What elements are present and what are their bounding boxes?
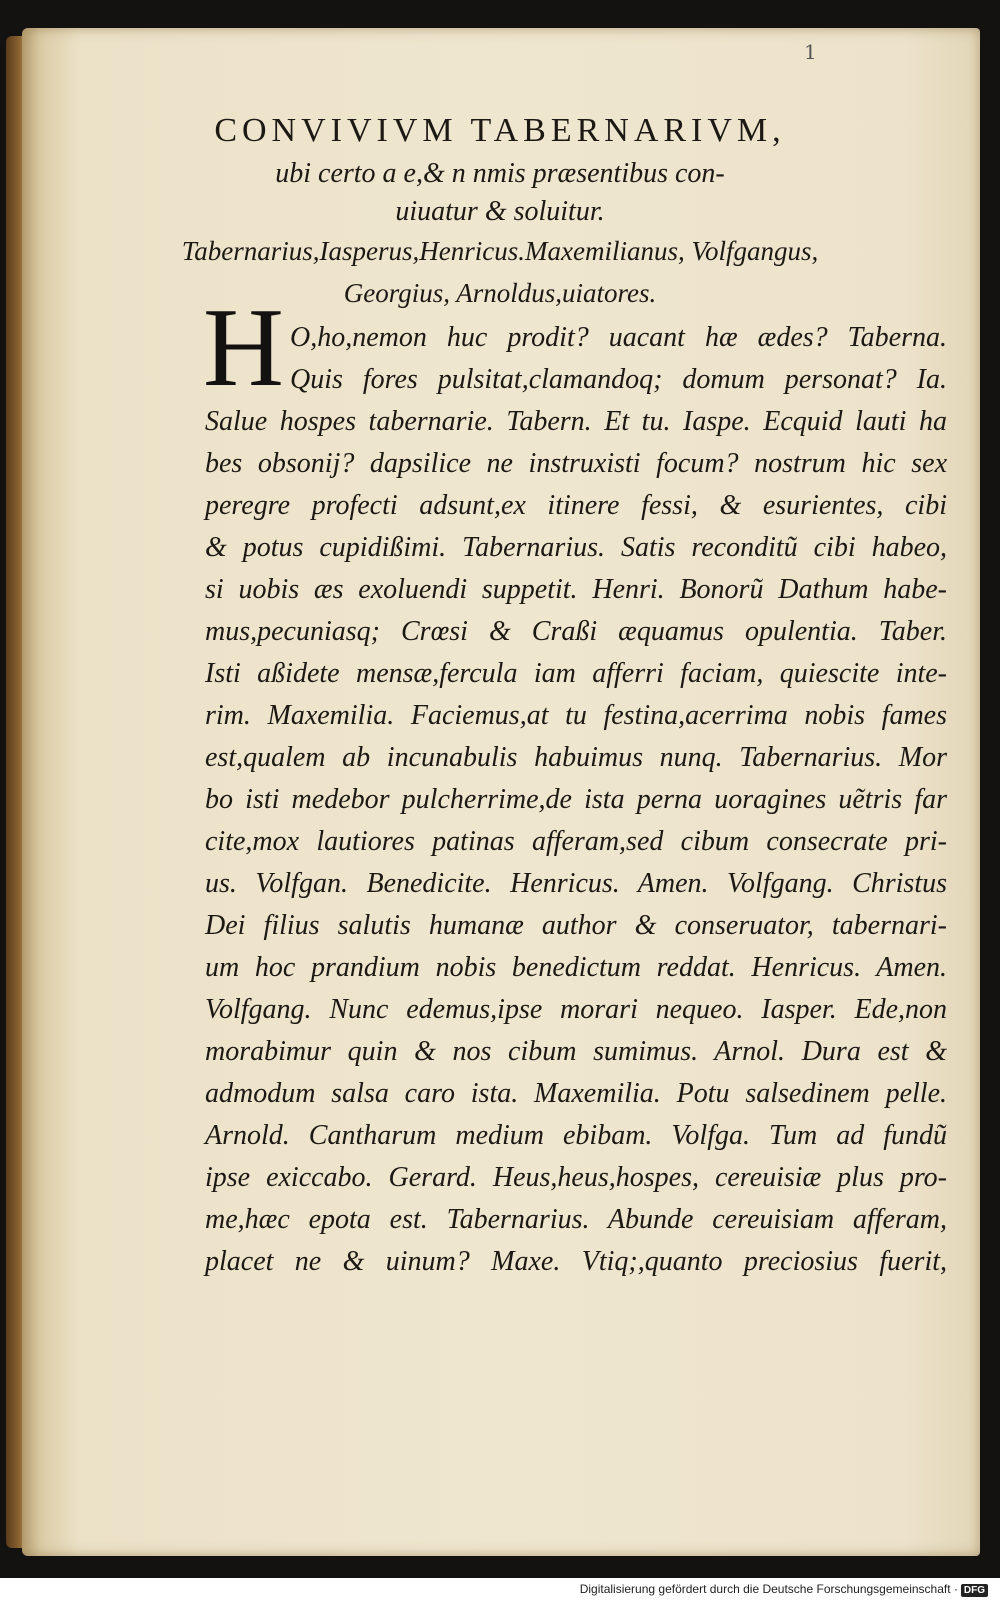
subtitle-line: ubi certo a e,& n nmis præsentibus con-: [275, 158, 725, 189]
dfg-logo: DFG: [961, 1584, 988, 1597]
body-line: cite,mox lautiores patinas afferam,sed cibum consecrate pri-: [205, 826, 947, 857]
body-line: est,qualem ab incunabulis habuimus nunq. Tabernarius. Mor: [205, 742, 947, 773]
body-line: Isti aßidete mensæ,fercula iam afferri faciam, quiescite inte-: [205, 658, 947, 689]
body-line: bes obsonij? dapsilice ne instruxisti focum? nostrum hic sex: [205, 448, 947, 479]
body-line: peregre profecti adsunt,ex itinere fessi, & esurientes, cibi: [205, 490, 947, 521]
body-line: morabimur quin & nos cibum sumimus. Arnol. Dura est &: [205, 1036, 947, 1067]
body-line: admodum salsa caro ista. Maxemilia. Potu salsedinem pelle.: [205, 1078, 947, 1109]
page-number: 1: [804, 40, 817, 64]
body-line: Salue hospes tabernarie. Tabern. Et tu. Iaspe. Ecquid lauti ha: [205, 406, 947, 437]
body-line: Dei filius salutis humanæ author & conseruator, tabernari-: [205, 910, 947, 941]
body-line: me,hæc epota est. Tabernarius. Abunde cereuisiam afferam,: [205, 1204, 947, 1235]
body-line: um hoc prandium nobis benedictum reddat. Henricus. Amen.: [205, 952, 947, 983]
page-title: CONVIVIVM TABERNARIVM,: [214, 112, 786, 149]
persons-line: Tabernarius,Iasperus,Henricus.Maxemilianus, Volfgangus,: [181, 236, 819, 266]
body-line: Quis fores pulsitat,clamandoq; domum personat? Ia.: [290, 364, 947, 395]
body-line: si uobis æs exoluendi suppetit. Henri. Bonorũ Dathum habe-: [205, 574, 947, 605]
body-line: Arnold. Cantharum medium ebibam. Volfga. Tum ad fundũ: [205, 1120, 947, 1151]
body-line: placet ne & uinum? Maxe. Vtiq;,quanto preciosius fuerit,: [205, 1246, 947, 1277]
body-line: us. Volfgan. Benedicite. Henricus. Amen. Volfgang. Christus: [205, 868, 947, 899]
body-line: ipse exiccabo. Gerard. Heus,heus,hospes, cereuisiæ plus pro-: [205, 1162, 947, 1193]
body-line: mus,pecuniasq; Crœsi & Craßi æquamus opulentia. Taber.: [205, 616, 947, 647]
body-line: rim. Maxemilia. Faciemus,at tu festina,acerrima nobis fames: [205, 700, 947, 731]
body-line: Volfgang. Nunc edemus,ipse morari nequeo. Iasper. Ede,non: [205, 994, 947, 1025]
footer-text: Digitalisierung gefördert durch die Deutsche Forschungsgemeinschaft ·: [579, 1582, 958, 1596]
persons-line: Georgius, Arnoldus,uiatores.: [343, 278, 657, 308]
funding-footer: [580, 1582, 988, 1597]
body-line: bo isti medebor pulcherrime,de ista perna uoragines uẽtris far: [205, 784, 947, 815]
body-line: O,ho,nemon huc prodit? uacant hæ ædes? Taberna.: [290, 322, 947, 353]
body-line: & potus cupidißimi. Tabernarius. Satis reconditũ cibi habeo,: [205, 532, 947, 563]
drop-cap-initial: H: [203, 286, 284, 410]
subtitle-line: uiuatur & soluitur.: [395, 196, 605, 227]
